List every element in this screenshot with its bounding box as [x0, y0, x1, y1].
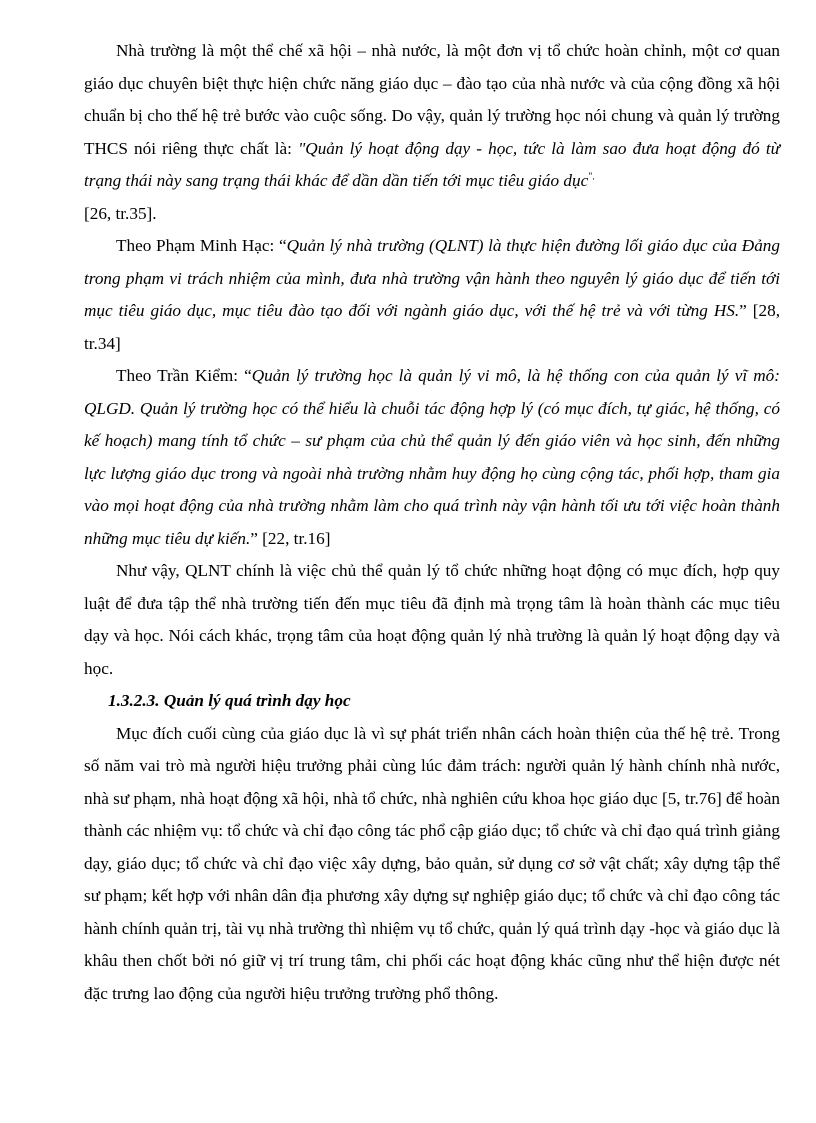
- citation: ” [22, tr.16]: [250, 528, 331, 548]
- paragraph-teaching-management: Mục đích cuối cùng của giáo dục là vì sự phát triển nhân cách hoàn thiện của thế hệ trẻ. Trong số năm vai trò mà người hiệu trưởng phải cùng lúc đảm trách: người quản lý hành chính nhà nước, nhà sư phạm, nhà hoạt động xã hội, nhà tổ chức, nhà nghiên cứu khoa học giáo dục [5, tr.76] để hoàn thành các nhiệm vụ: tổ chức và chỉ đạo công tác phổ cập giáo dục; tổ chức và chỉ đạo quá trình giảng dạy, giáo dục; tổ chức và chỉ đạo việc xây dựng, bảo quản, sử dụng cơ sở vật chất; xây dựng tập thể sư phạm; kết hợp với nhân dân địa phương xây dựng sự nghiệp giáo dục; tổ chức và chỉ đạo công tác hành chính quản trị, tài vụ nhà trường thì nhiệm vụ tổ chức, quản lý quá trình dạy -học và giáo dục là khâu then chốt bởi nó giữ vị trí trung tâm, chi phối các hoạt động khác cũng như thể hiện được nét đặc trưng lao động của người hiệu trưởng trường phổ thông.: [84, 723, 780, 1003]
- paragraph-text: Theo Phạm Minh Hạc: “: [116, 236, 287, 255]
- quote-text: "Quản lý hoạt động dạy - học, tức là làm sao đưa hoạt động đó từ trạng thái này sang trạng thái khác để dần dần tiến tới mục tiêu giáo dục: [84, 138, 780, 190]
- paragraph-tran-kiem: [84, 360, 780, 555]
- paragraph-school-definition: [84, 35, 780, 230]
- citation: ” [28, tr.34]: [84, 301, 780, 353]
- paragraph-text: Nhà trường là một thể chế xã hội – nhà nước, là một đơn vị tổ chức hoàn chỉnh, một cơ quan giáo dục chuyên biệt thực hiện chức năng giáo dục – đào tạo của nhà nước và của cộng đồng xã hội chuẩn bị cho thế hệ trẻ bước vào cuộc sống. Do vậy, quản lý trường học nói chung và quản lý trường THCS nói riêng thực chất là:: [84, 41, 780, 158]
- paragraph-text: Theo Trần Kiểm: “: [116, 366, 252, 385]
- paragraph-pham-minh-hac: [84, 230, 780, 360]
- citation: [26, tr.35].: [84, 203, 157, 223]
- section-heading: 1.3.2.3. Quản lý quá trình dạy học: [108, 691, 351, 710]
- document-body: [84, 35, 780, 1010]
- quote-text: Quản lý trường học là quản lý vi mô, là hệ thống con của quản lý vĩ mô: QLGD. Quản lý trường học có thể hiểu là chuỗi tác động hợp lý (có mục đích, tự giác, hệ thống, có kế hoạch) mang tính tổ chức – sư phạm của chủ thể quản lý đến giáo viên và học sinh, đến những lực lượng giáo dục trong và ngoài nhà trường nhằm huy động họ cùng cộng tác, phối hợp, tham gia vào mọi hoạt động của nhà trường nhằm làm cho quá trình này vận hành tối ưu tới việc hoàn thành những mục tiêu dự kiến.: [84, 366, 780, 548]
- paragraph-qlnt-summary: Như vậy, QLNT chính là việc chủ thể quản lý tổ chức những hoạt động có mục đích, hợp quy luật để đưa tập thể nhà trường tiến đến mục tiêu đã định mà trọng tâm là hoàn thành các mục tiêu dạy và học. Nói cách khác, trọng tâm của hoạt động quản lý nhà trường là quản lý hoạt động dạy và học.: [84, 561, 780, 678]
- quote-close: ".: [588, 171, 595, 183]
- quote-text: Quản lý nhà trường (QLNT) là thực hiện đường lối giáo dục của Đảng trong phạm vi trách nhiệm của mình, đưa nhà trường vận hành theo nguyên lý giáo dục để tiến tới mục tiêu giáo dục, mục tiêu đào tạo đối với ngành giáo dục, với thế hệ trẻ và với từng HS.: [84, 236, 780, 320]
